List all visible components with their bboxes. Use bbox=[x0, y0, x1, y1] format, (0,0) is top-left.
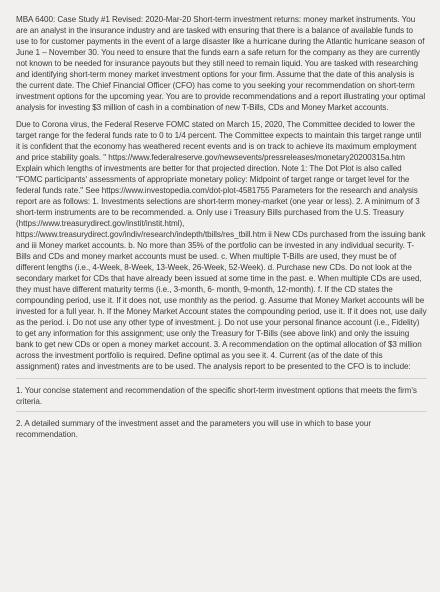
fomc-parameters-paragraph: Due to Corona virus, the Federal Reserve FOMC stated on March 15, 2020, The Committee decided to lower the target range for the federal funds rate to 0 to 1/4 percent. The Committee expects to maintain this target range until it is confident that the economy has weathered recent events and is on track to achieve its maximum employment and price stability goals. " https://www.federalreserve.gov/newsevents/pressreleases/monetary20200315a.htm Explain which lengths of investments are better for that projected direction. Note 1: The Dot Plot is also called "FOMC participants' assessments of appropriate monetary policy: Midpoint of target range or target level for the federal funds rate." See https://www.investopedia.com/dot-plot-4581755 Parameters for the research and analysis report are as follows: 1. Investments selections are short-term money-market (one year or less). 2. A minimum of 3 short-term instruments are to be recommended. a. Only use i Treasury Bills purchased from the U.S. Treasury (https://www.treasurydirect.gov/instit/instit.html), https://www.treasurydirect.gov/indiv/research/indepth/tbills/res_tbill.htm ii New CDs purchased from the issuing bank and iii Money market accounts. b. No more than 35% of the portfolio can be invested in any individual security. T-Bills and CDs and money market accounts must be used. c. When multiple T-Bills are used, they must be of different lengths (i.e., 4-Week, 8-Week, 13-Week, 26-Week, 52-Week). d. Purchase new CDs. Do not look at the secondary market for CDs that have already been issued at some time in the past. e. When multiple CDs are used, they must have different maturity terms (i.e., 3-month, 6- month, 9-month, 12-month). f. If the CD states the compounding period, use it. If it does not, use monthly as the period. g. Assume that Money Market accounts will be invested for a full year. h. If the Money Market Account states the compounding period, use it. If it does not, use daily as the period. i. Do not use any other type of investment. j. Do not use your personal finance account (i.e., Fidelity) to get any information for this assignment; use only the Treasury for T-Bills (see above link) and only the issuing bank to get new CDs or open a money market account. 3. A recommendation on the optimal allocation of $3 million across the investment portfolio is required. Define optimal as you see it. 4. Current (as of the date of this assignment) rates and investments are to be used. The analysis report to be presented to the CFO is to include: bbox=[16, 120, 427, 371]
section-divider bbox=[16, 411, 427, 412]
deliverable-item-2: 2. A detailed summary of the investment asset and the parameters you will use in which to base your recommendation. bbox=[16, 419, 371, 439]
section-divider bbox=[16, 378, 427, 379]
deliverable-item-1: 1. Your concise statement and recommendation of the specific short-term investment options that meets the firm's criteria. bbox=[16, 386, 417, 406]
case-study-intro-paragraph: MBA 6400: Case Study #1 Revised: 2020-Mar-20 Short-term investment returns: money market instruments. You are an analyst in the insurance industry and are tasked with ensuring that there is a balance of available funds to use to for customer payments in the event of a large disaster like a hurricane during the Atlantic hurricane season of June 1 – November 30. You need to ensure that the funds earn a safe return for the company as they are currently not known to be needed for insurance payouts but they still need to remain liquid. You are tasked with researching and identifying short-term money market investment options for your firm. Assume that the date of this analysis is the current date. The Chief Financial Officer (CFO) has come to you seeking your recommendation on short-term investment options for the upcoming year. You are to provide recommendations and a report illustrating your optimal analysis for investing $3 million of cash in a combination of new T-Bills, CDs and Money Market accounts. bbox=[16, 15, 426, 112]
